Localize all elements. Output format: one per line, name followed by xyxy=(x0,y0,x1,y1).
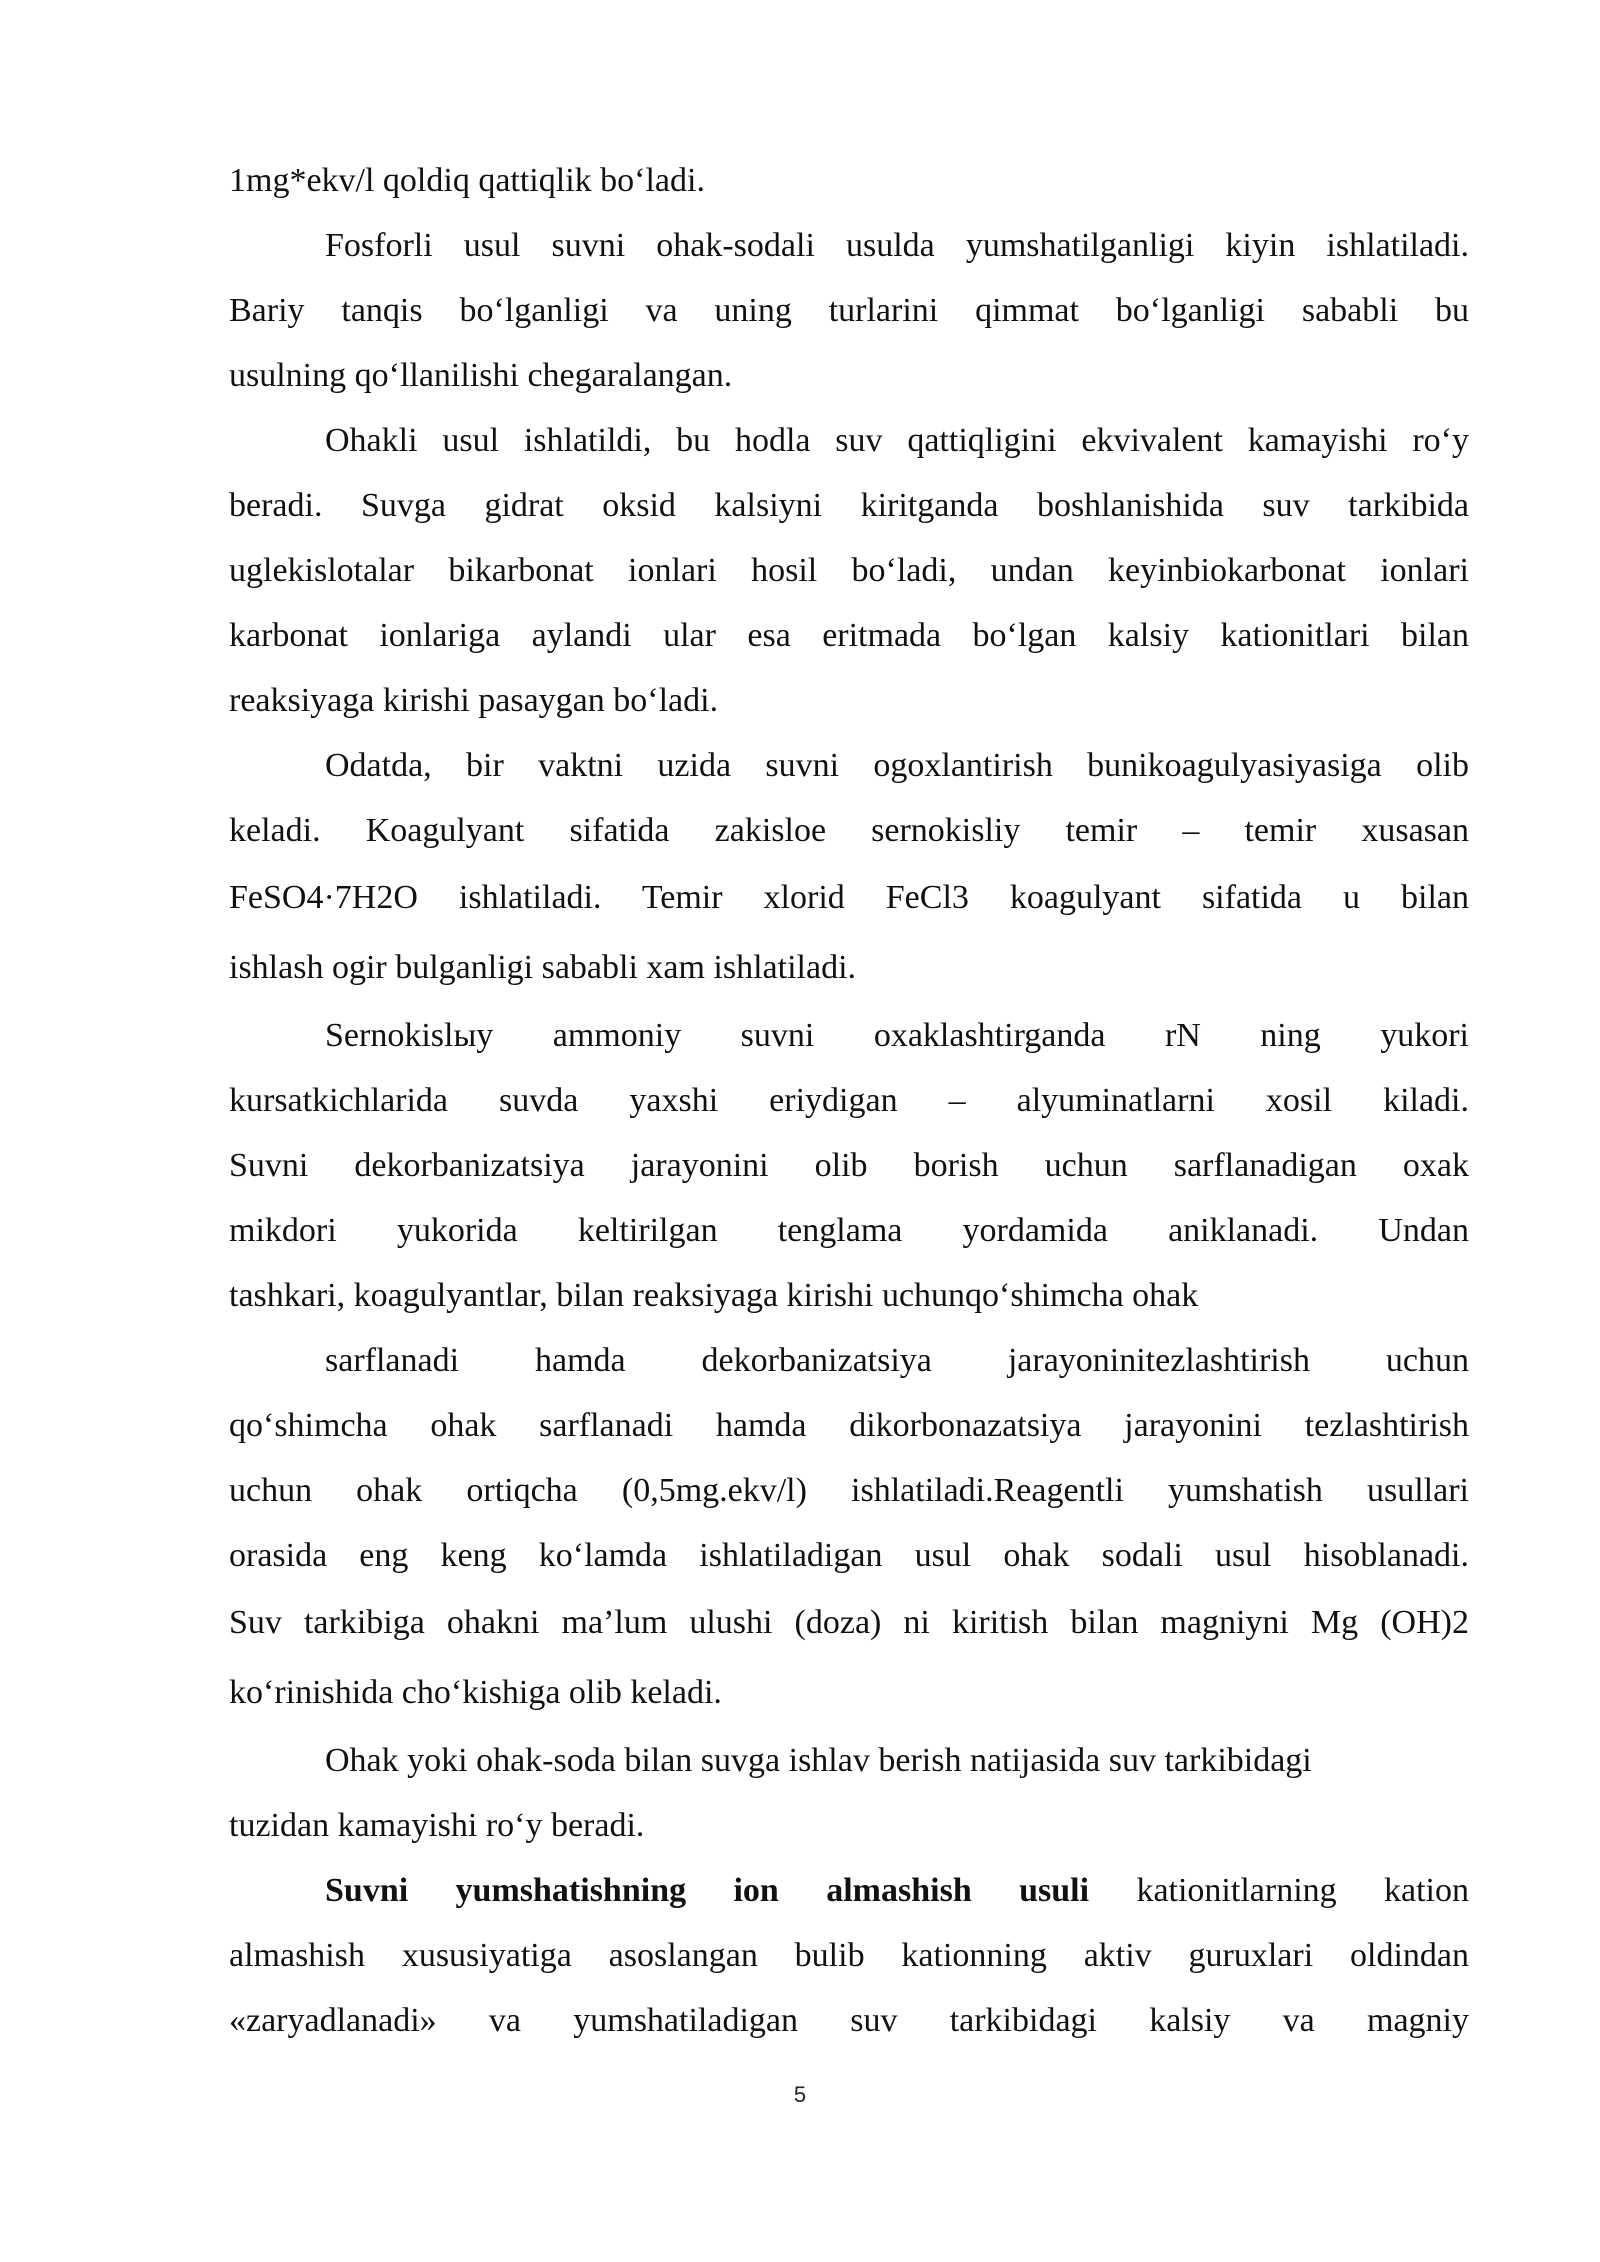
section-heading: Suvni yumshatishning ion almashish usuli xyxy=(325,1872,1090,1909)
text-line: Fosforli usul suvni ohak-sodali usulda yumshatilganligi kiyin ishlatiladi. xyxy=(325,227,1469,264)
text-line: 1mg*ekv/l qoldiq qattiqlik bo‘ladi. xyxy=(229,162,705,199)
page-number: 5 xyxy=(793,2082,807,2107)
text-line: mikdori yukorida keltirilgan tenglama yordamida aniklanadi. Undan xyxy=(229,1212,1469,1249)
text-line: tashkari, koagulyantlar, bilan reaksiyaga kirishi uchunqo‘shimcha ohak xyxy=(229,1277,1199,1314)
text-line: ishlash ogir bulganligi sababli xam ishlatiladi. xyxy=(229,949,857,986)
text-line: Sernokislыy ammoniy suvni oxaklashtirganda rN ning yukori xyxy=(325,1017,1469,1054)
text-line: Suv tarkibiga ohakni ma’lum ulushi (doza) ni kiritish bilan magniyni Mg (OH)2 xyxy=(229,1604,1469,1641)
text-line: Ohak yoki ohak-soda bilan suvga ishlav berish natijasida suv tarkibidagi xyxy=(325,1742,1312,1779)
text-line: orasida eng keng ko‘lamda ishlatiladigan usul ohak sodali usul hisoblanadi. xyxy=(229,1537,1469,1574)
text-line: Bariy tanqis bo‘lganligi va uning turlarini qimmat bo‘lganligi sababli bu xyxy=(229,292,1469,329)
text-line: Suvni dekorbanizatsiya jarayonini olib borish uchun sarflanadigan oxak xyxy=(229,1147,1469,1184)
text-line: Ohakli usul ishlatildi, bu hodla suv qattiqligini ekvivalent kamayishi ro‘y xyxy=(325,422,1469,459)
text-line: beradi. Suvga gidrat oksid kalsiyni kiritganda boshlanishida suv tarkibida xyxy=(229,487,1469,524)
text-fragment: kationitlarning kation xyxy=(1136,1872,1470,1909)
text-line: «zaryadlanadi» va yumshatiladigan suv tarkibidagi kalsiy va magniy xyxy=(229,2002,1469,2039)
text-line: karbonat ionlariga aylandi ular esa eritmada bo‘lgan kalsiy kationitlari bilan xyxy=(229,617,1469,654)
text-line: ko‘rinishida cho‘kishiga olib keladi. xyxy=(229,1674,722,1711)
text-line: kursatkichlarida suvda yaxshi eriydigan – alyuminatlarni xosil kiladi. xyxy=(229,1082,1469,1119)
text-line: keladi. Koagulyant sifatida zakisloe sernokisliy temir – temir xusasan xyxy=(229,812,1469,849)
text-line: FeSO4·7H2O ishlatiladi. Temir xlorid FeCl3 koagulyant sifatida u bilan xyxy=(229,879,1469,916)
text-line: uchun ohak ortiqcha (0,5mg.ekv/l) ishlatiladi.Reagentli yumshatish usullari xyxy=(229,1472,1469,1509)
text-line: usulning qo‘llanilishi chegaralangan. xyxy=(229,357,733,394)
text-line: sarflanadi hamda dekorbanizatsiya jarayoninitezlashtirish uchun xyxy=(325,1342,1469,1379)
text-line: reaksiyaga kirishi pasaygan bo‘ladi. xyxy=(229,682,719,719)
text-line: uglekislotalar bikarbonat ionlari hosil bo‘ladi, undan keyinbiokarbonat ionlari xyxy=(229,552,1469,589)
text-line: Odatda, bir vaktni uzida suvni ogoxlantirish bunikoagulyasiyasiga olib xyxy=(325,747,1469,784)
body-text xyxy=(229,148,1469,2053)
text-line xyxy=(229,1858,1469,1923)
text-line: tuzidan kamayishi ro‘y beradi. xyxy=(229,1807,645,1844)
text-line: almashish xususiyatiga asoslangan bulib kationning aktiv guruxlari oldindan xyxy=(229,1937,1469,1974)
text-line: qo‘shimcha ohak sarflanadi hamda dikorbonazatsiya jarayonini tezlashtirish xyxy=(229,1407,1469,1444)
